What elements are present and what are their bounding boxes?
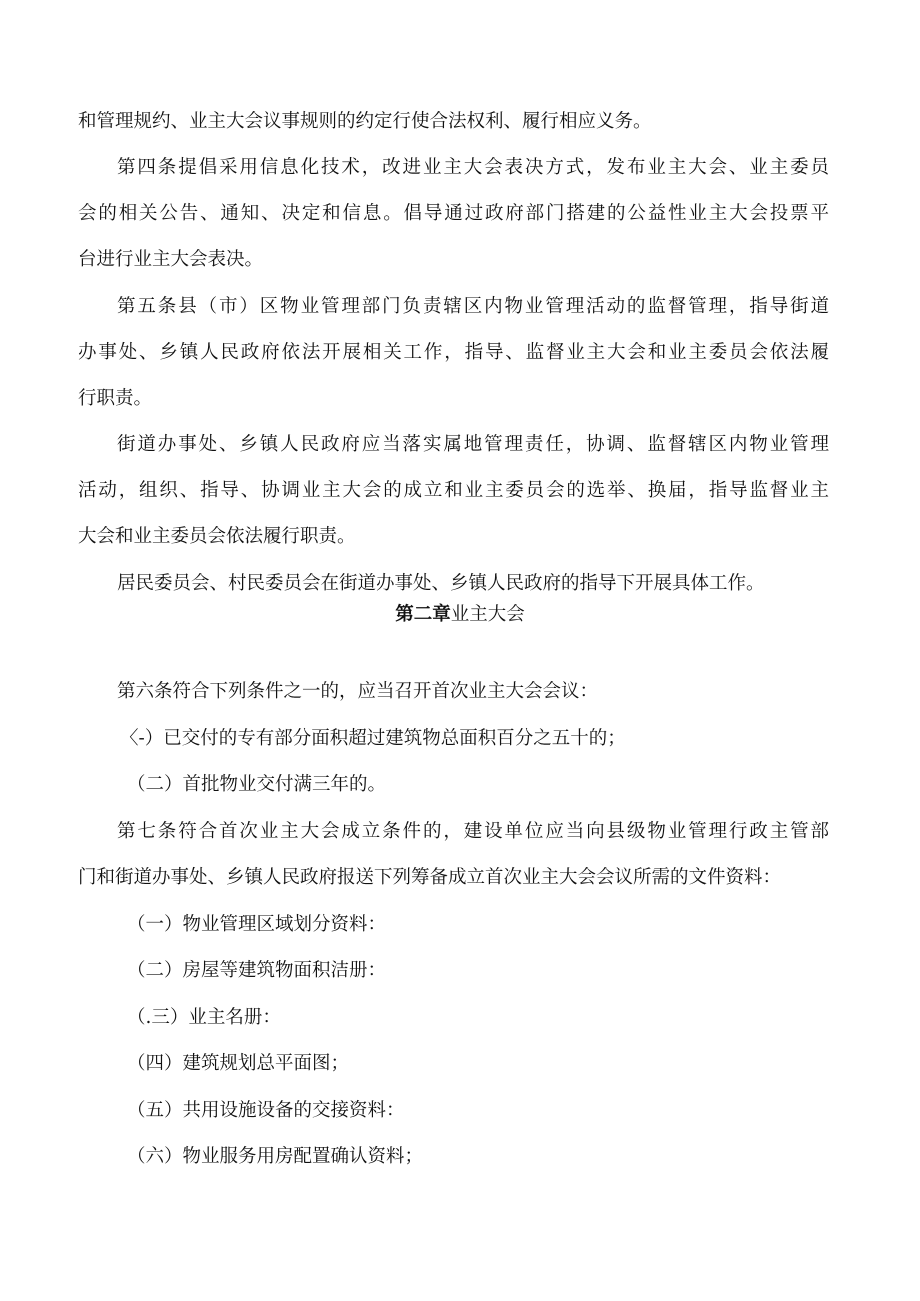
list-item: 〈-）已交付的专有部分面积超过建筑物总面积百分之五十的； bbox=[120, 728, 626, 749]
list-item: （一）物业管理区域划分资料： bbox=[127, 914, 387, 935]
chapter-heading bbox=[0, 603, 920, 627]
list-item: （.三）业主名册： bbox=[127, 1007, 281, 1028]
list-item: （五）共用设施设备的交接资料： bbox=[127, 1100, 405, 1121]
text-line: 台进行业主大会表决。 bbox=[78, 249, 264, 270]
text-line: 第四条提倡采用信息化技术，改进业主大会表决方式，发布业主大会、业主委员 bbox=[117, 157, 829, 178]
text-line: 门和街道办事处、乡镇人民政府报送下列筹备成立首次业主大会会议所需的文件资料： bbox=[78, 867, 782, 888]
text-line: 大会和业主委员会依法履行职责。 bbox=[78, 526, 356, 547]
list-item: （四）建筑规划总平面图； bbox=[127, 1053, 350, 1074]
text-line: 第七条符合首次业主大会成立条件的，建设单位应当向县级物业管理行政主管部 bbox=[117, 821, 829, 842]
text-line: 第六条符合下列条件之一的，应当召开首次业主大会会议： bbox=[117, 681, 599, 702]
text-line: 和管理规约、业主大会议事规则的约定行使合法权利、履行相应义务。 bbox=[78, 111, 652, 132]
text-line: 居民委员会、村民委员会在街道办事处、乡镇人民政府的指导下开展具体工作。 bbox=[117, 573, 765, 594]
list-item: （二）首批物业交付满三年的。 bbox=[127, 774, 387, 795]
text-line: 会的相关公告、通知、决定和信息。倡导通过政府部门搭建的公益性业主大会投票平 bbox=[78, 203, 829, 224]
list-item: （六）物业服务用房配置确认资料； bbox=[127, 1146, 424, 1167]
text-line: 办事处、乡镇人民政府依法开展相关工作，指导、监督业主大会和业主委员会依法履 bbox=[78, 342, 829, 363]
text-line: 街道办事处、乡镇人民政府应当落实属地管理责任，协调、监督辖区内物业管理 bbox=[117, 434, 829, 455]
chapter-number: 第二章 bbox=[395, 604, 451, 625]
text-line: 行职责。 bbox=[78, 388, 153, 409]
list-item: （二）房屋等建筑物面积洁册： bbox=[127, 960, 387, 981]
chapter-title: 业主大会 bbox=[450, 604, 525, 625]
text-line: 活动，组织、指导、协调业主大会的成立和业主委员会的选举、换届，指导监督业主 bbox=[78, 480, 829, 501]
text-line: 第五条县（市）区物业管理部门负责辖区内物业管理活动的监督管理，指导街道 bbox=[117, 296, 829, 317]
